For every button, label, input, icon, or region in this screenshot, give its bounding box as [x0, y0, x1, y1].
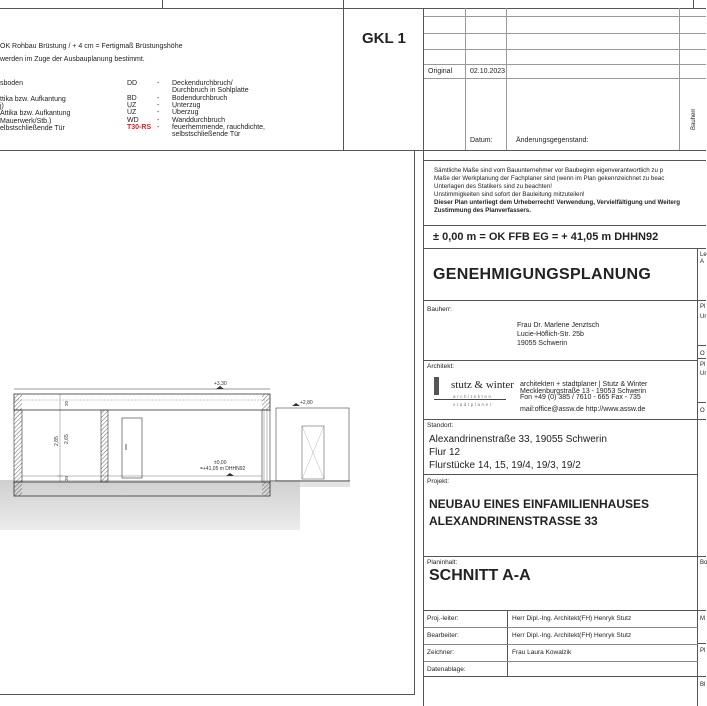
- client-top: [424, 300, 698, 301]
- location-flur: Flur 12: [429, 447, 461, 458]
- project-line-2: ALEXANDRINENSTRASSE 33: [429, 514, 598, 528]
- people-row-line: [424, 644, 698, 645]
- top-right-divider: [693, 0, 694, 8]
- legend-dash: -: [157, 109, 160, 116]
- project-top: [424, 474, 698, 475]
- rev-change-header: Änderungsgegenstand:: [516, 137, 589, 144]
- edge-ur: Ur: [700, 314, 707, 320]
- project-label: Projekt:: [427, 478, 450, 485]
- height-ref-top: [424, 225, 706, 226]
- location-address: Alexandrinenstraße 33, 19055 Schwerin: [429, 434, 607, 445]
- edge-pl: Pl: [700, 304, 706, 310]
- legend-left-item: sboden: [0, 80, 23, 87]
- copyright-line: Dieser Plan unterliegt dem Urheberrecht! Verwendung, Vervielfältigung und Weiterg: [434, 199, 681, 206]
- legend-left-item: elbstschließende Tür: [0, 125, 65, 132]
- disclaimer-line: Maße der Werkplanung der Fachplaner sind (wenn im Plan gekennzeichnet zu beac: [434, 175, 665, 182]
- legend-code: UZ: [127, 102, 137, 109]
- legend-dash: -: [157, 124, 160, 131]
- edge-div-1: [697, 300, 706, 301]
- rev-col-builder: [679, 8, 680, 150]
- level-marker-annex: [292, 403, 300, 406]
- people-label: Proj.-leiter:: [427, 615, 459, 622]
- edge-div-3: [697, 358, 706, 359]
- legend-left-item: Attika bzw. Aufkantung: [0, 110, 71, 117]
- edge-div-4: [697, 402, 706, 403]
- client-label: Bauherr:: [427, 306, 452, 313]
- edge-m: M: [700, 616, 705, 622]
- top-border: [0, 8, 706, 9]
- people-row-line: [424, 627, 698, 628]
- logo-text: stutz & winter: [451, 379, 514, 391]
- legend-left-item: ttika bzw. Aufkantung: [0, 96, 66, 103]
- roof-slab: [14, 394, 270, 410]
- people-value: Herr Dipl.-Ing. Architekt(FH) Henryk Stutz: [512, 615, 632, 622]
- sheet-code: GKL 1: [362, 30, 406, 47]
- edge-o: O: [700, 351, 705, 357]
- logo-rule: [434, 399, 506, 400]
- rev-original-date: 02.10.2023: [470, 68, 506, 75]
- legend-text: selbstschließende Tür: [172, 131, 241, 138]
- client-street: Lucie-Höflich-Str. 25b: [517, 331, 584, 338]
- people-col: [507, 610, 508, 676]
- architect-phone: Fon +49 (0) 385 / 7610 - 665 Fax - 735: [520, 394, 641, 401]
- wall-left: [14, 410, 22, 482]
- edge-bl: Bl: [700, 682, 706, 688]
- architect-logo: [431, 377, 514, 411]
- label-dim-20a: 20: [64, 400, 69, 406]
- edge-div-7: [697, 643, 706, 644]
- plan-label: Planinhalt:: [427, 559, 458, 566]
- architect-firm: architekten + stadtplaner | Stutz & Winter: [520, 381, 648, 388]
- people-label: Datenablage:: [427, 666, 466, 673]
- legend-code: WD: [127, 117, 139, 124]
- legend-text: Bodendurchbruch: [172, 95, 228, 102]
- edge-div-2: [697, 345, 706, 346]
- edge-ur2: Ur: [700, 371, 707, 377]
- legend-code: ÜZ: [127, 109, 137, 116]
- title-block-left: [423, 8, 424, 706]
- notes-line-1: OK Rohbau Brüstung / + 4 cm = Fertigmaß Brüstungshöhe: [0, 43, 183, 50]
- height-ref-bottom: [424, 248, 706, 249]
- edge-bo: Bo: [700, 560, 707, 566]
- wall-middle: [101, 410, 108, 482]
- label-abs-level: =+41,05 m DHHN92: [200, 466, 246, 472]
- legend-text: Wanddurchbruch: [172, 117, 226, 124]
- disclaimer-line: Sämtliche Maße sind vom Bauunternehmer vor Baubeginn eigenverantwortlich zu p: [434, 167, 664, 174]
- people-label: Zeichner:: [427, 649, 455, 656]
- plan-title: SCHNITT A-A: [429, 567, 531, 584]
- project-line-1: NEUBAU EINES EINFAMILIENHAUSES: [429, 497, 650, 511]
- notes-bottom-border: [0, 150, 706, 151]
- people-value: Frau Laura Kowalzik: [512, 649, 572, 656]
- disclaimer-line: Unstimmigkeiten sind sofort der Bauleitung mitzuteilen!: [434, 191, 585, 198]
- edge-pl3: Pl: [700, 648, 706, 654]
- rev-row-line-2: [424, 33, 706, 34]
- edge-div-8: [697, 676, 706, 677]
- planning-phase: GENEHMIGUNGSPLANUNG: [433, 266, 652, 283]
- legend-left-item: j): [0, 103, 4, 110]
- label-dim-285: 2,85: [54, 436, 60, 446]
- label-annex-level: +2,80: [300, 400, 313, 406]
- copyright-line: Zustimmung des Planverfassers.: [434, 207, 531, 214]
- people-value: Herr Dipl.-Ing. Architekt(FH) Henryk Stutz: [512, 632, 632, 639]
- floor-hatch-right: [262, 482, 270, 496]
- annex: [276, 408, 349, 481]
- door: [122, 418, 142, 478]
- architect-label: Architekt:: [427, 363, 455, 370]
- label-zero-level: ±0,00: [214, 460, 227, 466]
- plan-top: [424, 556, 698, 557]
- architect-top: [424, 360, 698, 361]
- edge-div-6: [697, 610, 706, 611]
- drawing-right-border: [414, 150, 415, 695]
- rev-date-header: Datum:: [470, 137, 493, 144]
- logo-bar: [434, 377, 439, 395]
- legend-text: Deckendurchbruch/: [172, 80, 233, 87]
- location-label: Standort:: [427, 422, 454, 429]
- location-parcels: Flurstücke 14, 15, 19/4, 19/3, 19/2: [429, 460, 581, 471]
- label-dim-265: 2,65: [64, 434, 70, 444]
- rev-col-change: [506, 8, 507, 150]
- edge-pl2: Pl: [700, 362, 706, 368]
- height-reference: ± 0,00 m = OK FFB EG = + 41,05 m DHHN92: [433, 231, 659, 243]
- architect-street: Mecklenburgstraße 13 - 19053 Schwerin: [520, 388, 647, 395]
- top-left-divider: [162, 0, 163, 8]
- edge-le: Le: [700, 252, 707, 258]
- gkl-box-left: [343, 8, 344, 150]
- client-city: 19055 Schwerin: [517, 340, 568, 347]
- label-dim-20b: 20: [64, 475, 69, 481]
- top-mid-divider: [343, 0, 344, 8]
- rev-builder-header: Bauherr: [691, 108, 697, 130]
- right-edge-column: [697, 248, 698, 706]
- client-name: Frau Dr. Marlene Jenztsch: [517, 322, 600, 329]
- legend-code: T30-RS: [127, 124, 152, 131]
- edge-a: A: [700, 259, 705, 265]
- legend-dash: -: [157, 117, 160, 124]
- legend-dash: -: [157, 80, 160, 87]
- floor-hatch-left: [14, 482, 22, 496]
- people-row-line: [424, 661, 698, 662]
- legend-left-item: Mauerwerk/Stb.): [0, 118, 52, 125]
- section-drawing: [0, 370, 412, 540]
- legend-text: Durchbruch in Sohlplatte: [172, 87, 249, 94]
- architect-web: mail:office@assw.de http://www.assw.de: [520, 406, 646, 413]
- legend-code: DD: [127, 80, 138, 87]
- rev-row-line-4: [424, 64, 706, 65]
- rev-row-line-1: [424, 16, 706, 17]
- legend-text: feuerhemmende, rauchdichte,: [172, 124, 265, 131]
- people-top: [424, 610, 698, 611]
- rev-original-label: Original: [428, 68, 453, 75]
- level-marker-zero: [226, 473, 234, 476]
- notes-line-2: werden im Zuge der Ausbauplanung bestimmt.: [0, 56, 145, 63]
- logo-sub-1: architekten: [453, 394, 493, 399]
- roof-hatch-left: [14, 394, 22, 410]
- legend-text: Überzug: [172, 109, 199, 116]
- legend-dash: -: [157, 102, 160, 109]
- edge-div-5: [697, 556, 706, 557]
- rev-row-line-3: [424, 49, 706, 50]
- legend-code: BD: [127, 95, 137, 102]
- location-top: [424, 419, 706, 420]
- terrain: [0, 480, 300, 530]
- legend-text: Unterzug: [172, 102, 201, 109]
- people-bottom: [424, 676, 698, 677]
- disclaimer-top: [424, 160, 706, 161]
- disclaimer-line: Unterlagen des Statikers sind zu beachten!: [434, 183, 552, 190]
- label-roof-level: +3,30: [214, 381, 227, 387]
- roof-hatch-right: [262, 394, 270, 410]
- edge-o2: O: [700, 408, 705, 414]
- wall-right: [262, 410, 270, 482]
- drawing-bottom-border: [0, 694, 415, 695]
- rev-col-date: [465, 8, 466, 150]
- people-label: Bearbeiter:: [427, 632, 459, 639]
- rev-row-line-5: [424, 78, 706, 79]
- legend-dash: -: [157, 95, 160, 102]
- logo-sub-2: stadtplaner: [453, 402, 493, 407]
